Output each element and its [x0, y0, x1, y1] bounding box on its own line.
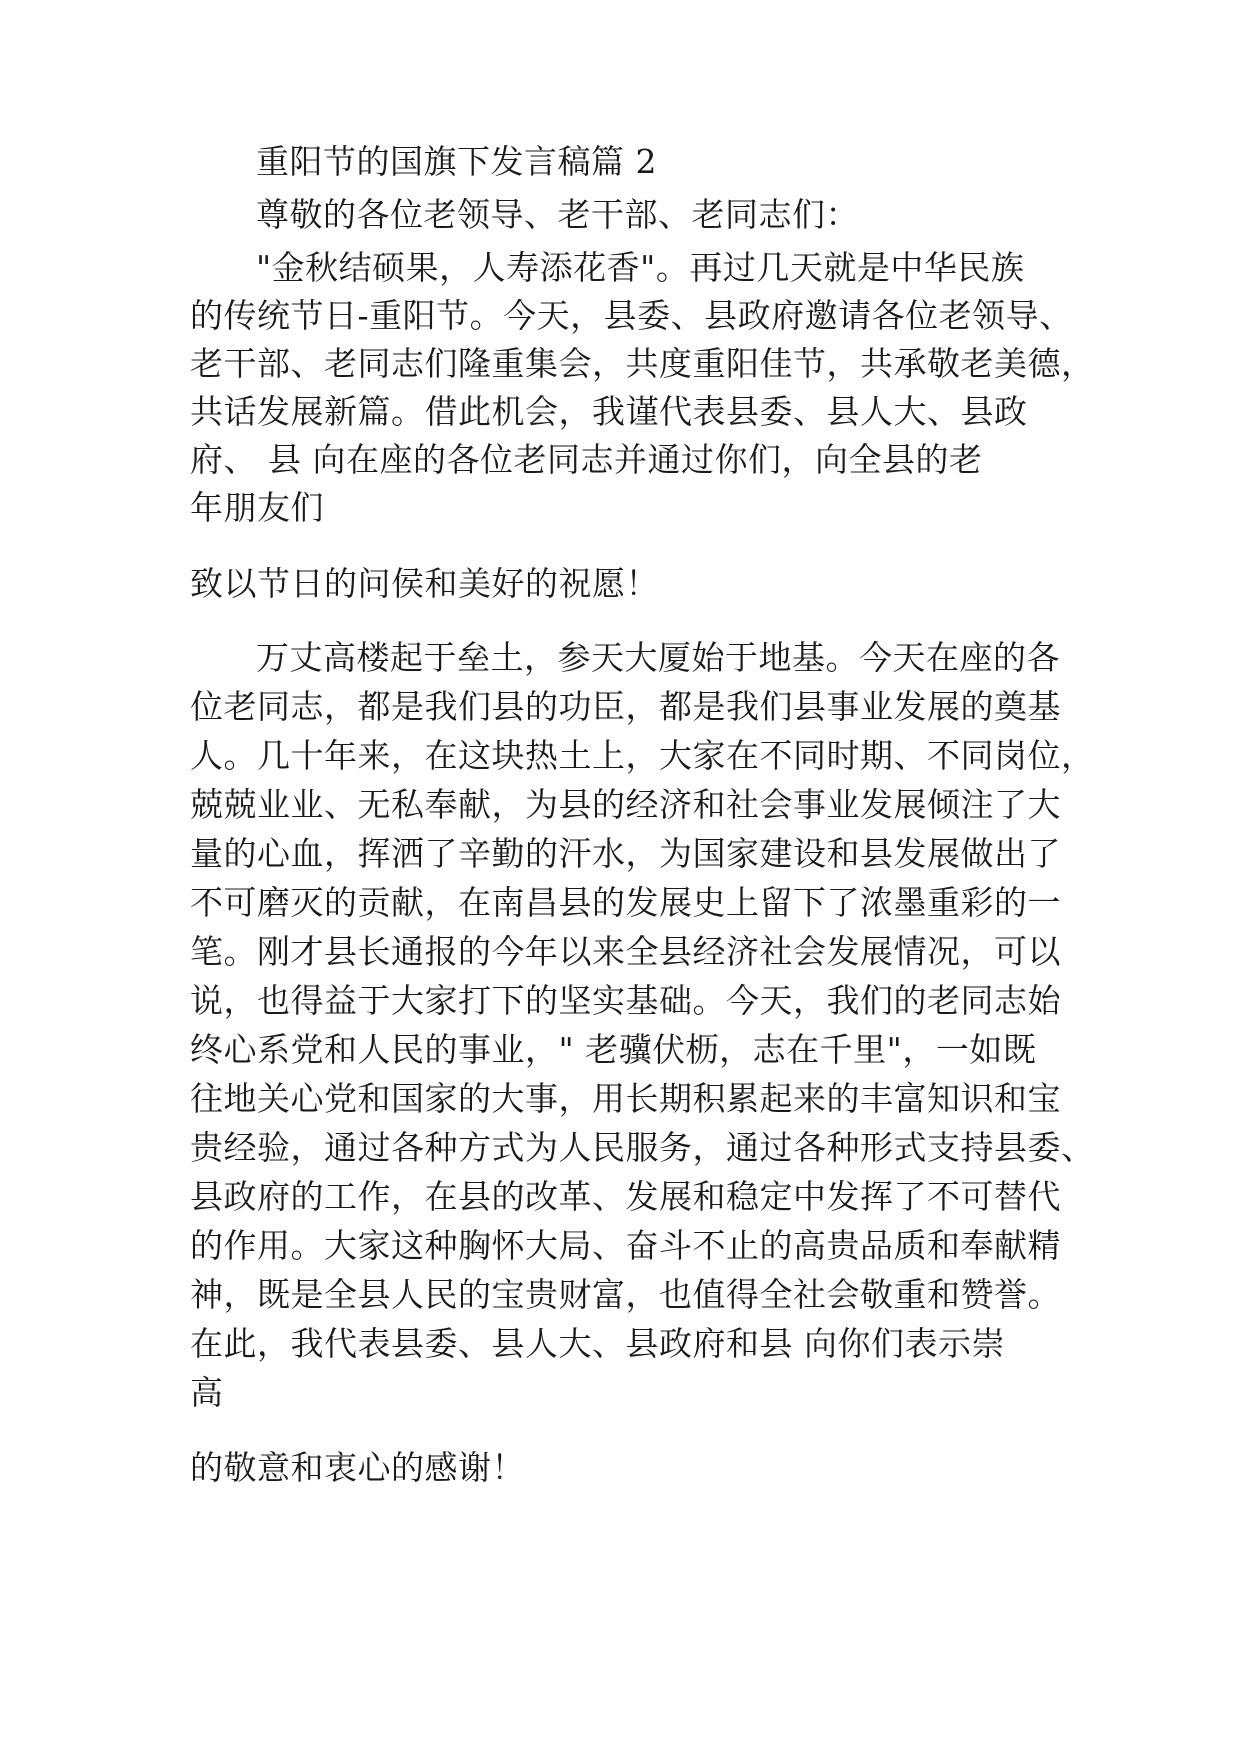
paragraph-line: 终心系党和人民的事业，" 老骥伏枥，志在千里"，一如既 — [190, 1030, 1037, 1069]
paragraph-line: 在此，我代表县委、县人大、县政府和县 向你们表示崇 — [190, 1324, 1005, 1363]
paragraph-line: 的传统节日-重阳节。今天，县委、县政府邀请各位老领导、 — [190, 296, 1073, 335]
paragraph-line: "金秋结硕果，人寿添花香"。再过几天就是中华民族 — [256, 248, 1025, 287]
paragraph-line: 年朋友们 — [190, 488, 324, 527]
paragraph-line: 笔。刚才县长通报的今年以来全县经济社会发展情况，可以 — [190, 932, 1061, 971]
paragraph-line: 万丈高楼起于垒土，参天大厦始于地基。今天在座的各 — [256, 638, 1060, 677]
paragraph-line: 位老同志，都是我们县的功臣，都是我们县事业发展的奠基 — [190, 687, 1061, 726]
paragraph-line: 的作用。大家这种胸怀大局、奋斗不止的高贵品质和奉献精 — [190, 1226, 1061, 1265]
document-title: 重阳节的国旗下发言稿篇 2 — [256, 142, 657, 181]
paragraph-line: 量的心血，挥洒了辛勤的汗水，为国家建设和县发展做出了 — [190, 834, 1061, 873]
paragraph-line: 往地关心党和国家的大事，用长期积累起来的丰富知识和宝 — [190, 1079, 1061, 1118]
paragraph-line: 府、 县 向在座的各位老同志并通过你们，向全县的老 — [190, 440, 983, 479]
paragraph-line: 老干部、老同志们隆重集会，共度重阳佳节，共承敬老美德， — [190, 344, 1095, 383]
paragraph-line: 高 — [190, 1373, 224, 1412]
paragraph-line: 共话发展新篇。借此机会，我谨代表县委、县人大、县政 — [190, 392, 1028, 431]
paragraph-line: 的敬意和衷心的感谢！ — [190, 1448, 525, 1487]
salutation: 尊敬的各位老领导、老干部、老同志们： — [256, 195, 859, 234]
paragraph-line: 兢兢业业、无私奉献，为县的经济和社会事业发展倾注了大 — [190, 785, 1061, 824]
paragraph-line: 神，既是全县人民的宝贵财富，也值得全社会敬重和赞誉。 — [190, 1275, 1061, 1314]
paragraph-line: 致以节日的问侯和美好的祝愿！ — [190, 564, 659, 603]
paragraph-line: 贵经验，通过各种方式为人民服务，通过各种形式支持县委、 — [190, 1128, 1095, 1167]
paragraph-line: 县政府的工作，在县的改革、发展和稳定中发挥了不可替代 — [190, 1177, 1061, 1216]
paragraph-line: 人。几十年来，在这块热土上，大家在不同时期、不同岗位， — [190, 736, 1095, 775]
paragraph-line: 说，也得益于大家打下的坚实基础。今天，我们的老同志始 — [190, 981, 1061, 1020]
paragraph-line: 不可磨灭的贡献，在南昌县的发展史上留下了浓墨重彩的一 — [190, 883, 1061, 922]
